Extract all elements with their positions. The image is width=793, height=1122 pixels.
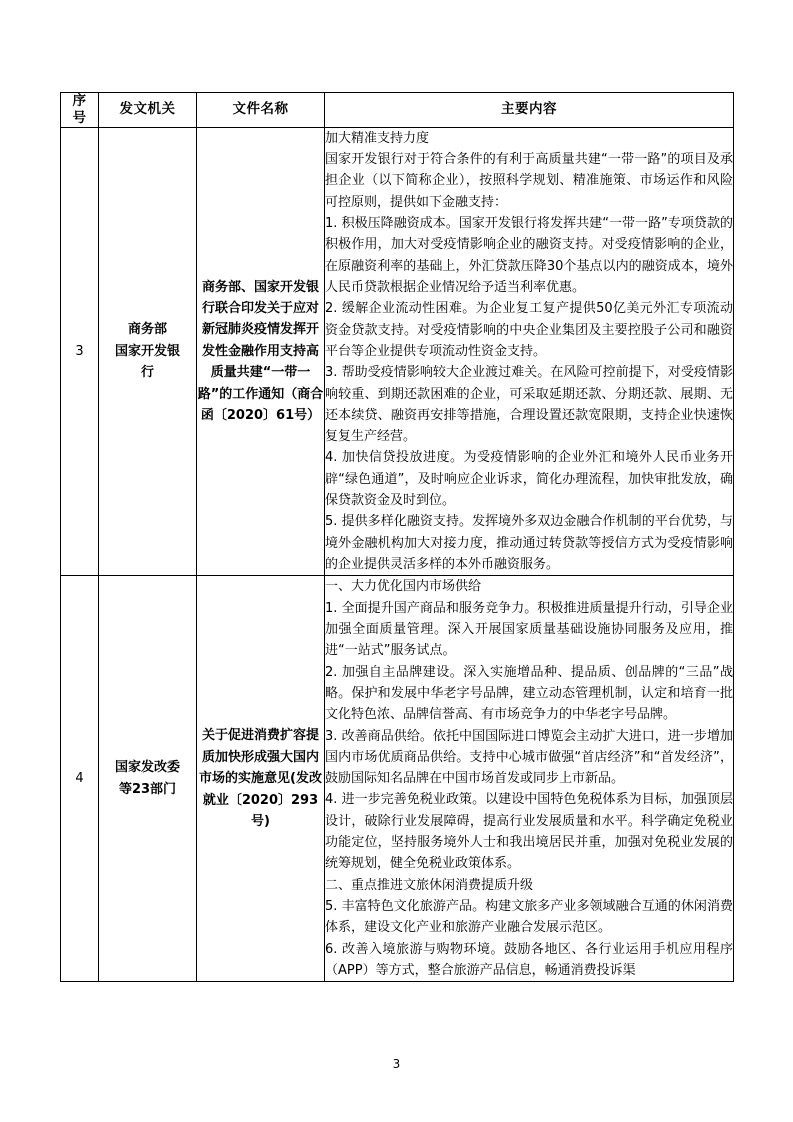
content-paragraph: 5. 提供多样化融资支持。发挥境外多双边金融合作机制的平台优势，与境外金融机构加大对接力度，推动通过转贷款等授信方式为受疫情影响的企业提供灵活多样的本外币融资服务。 <box>325 514 733 572</box>
content-paragraph: 3. 改善商品供给。依托中国国际进口博览会主动扩大进口，进一步增加国内市场优质商品供给。支持中心城市做强“首店经济”和“首发经济”，鼓励国际知名品牌在中国市场首发或同步上市新品。 <box>325 728 733 787</box>
content-paragraph: 5. 丰富特色文化旅游产品。构建文旅多产业多领域融合互通的休闲消费体系，建设文化产业和旅游产业融合发展示范区。 <box>325 899 733 936</box>
content-paragraph: 6. 改善入境旅游与购物环境。鼓励各地区、各行业运用手机应用程序（APP）等方式，整合旅游产品信息，畅通消费投诉渠 <box>325 941 733 978</box>
content-paragraph: 4. 进一步完善免税业政策。以建设中国特色免税体系为目标，加强顶层设计，破除行业发展障碍，提高行业发展质量和水平。科学确定免税业功能定位，坚持服务境外人士和我出境居民并重，加强对免税业发展的统筹规划，健全免税业政策体系。 <box>325 792 733 872</box>
row-org <box>99 127 197 576</box>
content-paragraph: 3. 帮助受疫情影响较大企业渡过难关。在风险可控前提下，对受疫情影响较重、到期还款困难的企业，可采取延期还款、分期还款、展期、无还本续贷、融资再安排等措施，合理设置还款宽限期，支持企业快速恢复复生产经营。 <box>325 365 733 445</box>
row-org <box>99 576 197 982</box>
row-org-line: 国家发改委 <box>114 760 180 776</box>
page-number: 3 <box>392 1057 401 1071</box>
header-seq-line1: 序 <box>72 93 87 109</box>
row-file: 商务部、国家开发银行联合印发关于应对新冠肺炎疫情发挥开发性金融作用支持高质量共建“一带一路”的工作通知（商合函〔2020〕61号） <box>197 127 325 576</box>
row-content <box>325 576 734 982</box>
content-paragraph: 加大精准支持力度 <box>325 130 430 146</box>
header-seq <box>61 93 99 128</box>
table-row <box>61 576 734 982</box>
row-org-line: 国家开发银 <box>114 343 180 359</box>
content-paragraph: 1. 全面提升国产商品和服务竞争力。积极推进质量提升行动，引导企业加强全面质量管理。深入开展国家质量基础设施协同服务及应用，推进“一站式”服务试点。 <box>325 600 733 659</box>
content-paragraph: 2. 加强自主品牌建设。深入实施增品种、提品质、创品牌的“三品”战略。保护和发展中华老字号品牌，建立动态管理机制，认定和培育一批文化特色浓、品牌信誉高、有市场竞争力的中华老字号品牌。 <box>325 664 733 723</box>
content-paragraph: 二、重点推进文旅休闲消费提质升级 <box>325 877 534 893</box>
row-seq: 4 <box>61 576 99 982</box>
content-paragraph: 2. 缓解企业流动性困难。为企业复工复产提供50亿美元外汇专项流动资金贷款支持。对受疫情影响的中央企业集团及主要控股子公司和融资平台等企业提供专项流动性资金支持。 <box>325 301 733 359</box>
table-row <box>61 127 734 576</box>
content-paragraph: 4. 加快信贷投放进度。为受疫情影响的企业外汇和境外人民币业务开辟“绿色通道”，及时响应企业诉求，简化办理流程，加快审批发放，确保贷款资金及时到位。 <box>325 450 733 509</box>
row-content <box>325 127 734 576</box>
row-org-line: 商务部 <box>127 322 167 338</box>
table-container <box>60 92 733 982</box>
table-header-row <box>61 93 734 128</box>
header-seq-line2: 号 <box>72 109 87 126</box>
header-org: 发文机关 <box>99 93 197 128</box>
row-org-line: 行 <box>140 365 154 381</box>
content-paragraph: 1. 积极压降融资成本。国家开发银行将发挥共建“一带一路”专项贷款的积极作用，加大对受疫情影响企业的融资支持。对受疫情影响的企业，在原融资利率的基础上，外汇贷款压降30个基点以内的融资成本，境外人民币贷款根据企业情况给予适当利率优惠。 <box>325 216 733 295</box>
row-file: 关于促进消费扩容提质加快形成强大国内市场的实施意见(发改就业〔2020〕293号) <box>197 576 325 982</box>
header-content: 主要内容 <box>325 93 734 128</box>
content-paragraph: 国家开发银行对于符合条件的有利于高质量共建“一带一路”的项目及承担企业（以下简称企业），按照科学规划、精准施策、市场运作和风险可控原则，提供如下金融支持： <box>325 152 733 210</box>
row-org-line: 等23部门 <box>118 781 177 797</box>
content-paragraph: 一、大力优化国内市场供给 <box>325 579 482 595</box>
row-seq: 3 <box>61 127 99 576</box>
header-file: 文件名称 <box>197 93 325 128</box>
policy-table <box>60 92 734 982</box>
